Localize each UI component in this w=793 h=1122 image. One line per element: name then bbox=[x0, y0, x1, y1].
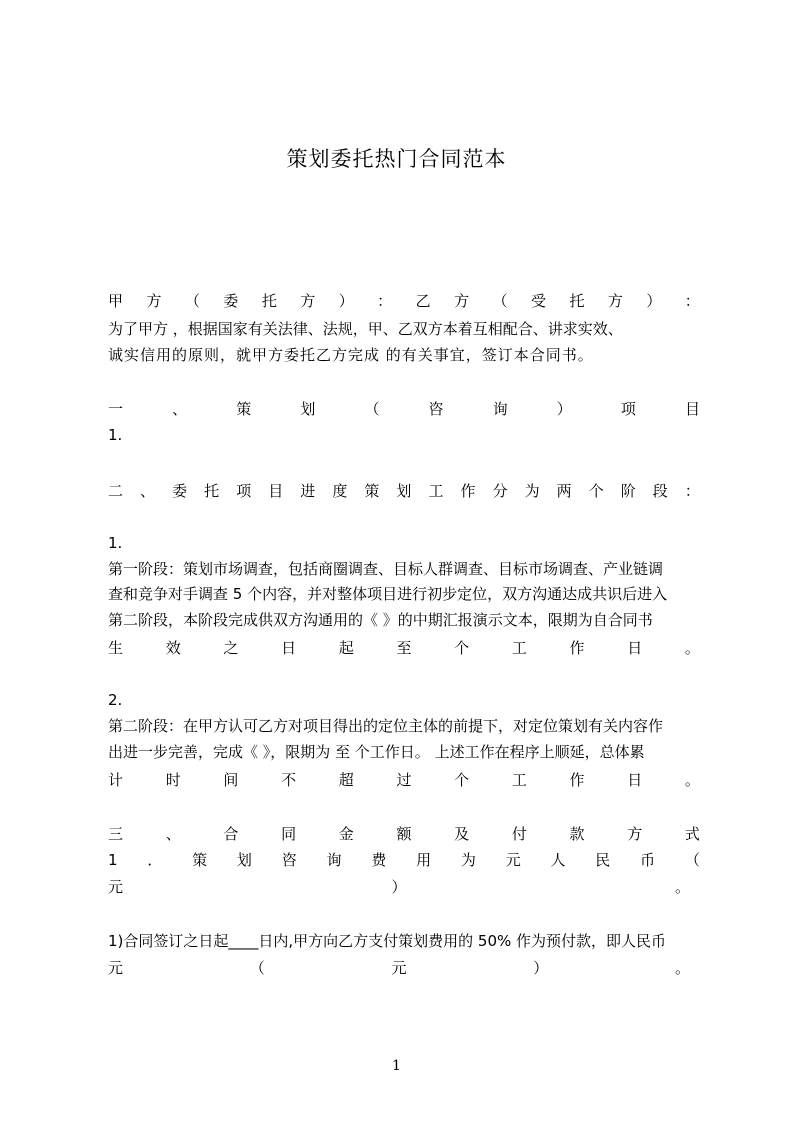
text-glyph: 方 bbox=[146, 292, 162, 310]
text-glyph: 为 bbox=[524, 482, 540, 500]
text-glyph: 时 bbox=[165, 771, 181, 789]
text-glyph: 一 bbox=[108, 400, 124, 418]
text-glyph: 度 bbox=[332, 482, 348, 500]
text-glyph: 间 bbox=[223, 771, 239, 789]
text-glyph: ． bbox=[147, 851, 163, 869]
text-glyph: 用 bbox=[416, 851, 432, 869]
text-glyph: 付 bbox=[511, 825, 527, 843]
text-glyph: 方 bbox=[627, 825, 643, 843]
text-glyph: 受 bbox=[530, 292, 546, 310]
text-glyph: （ bbox=[492, 292, 508, 310]
text-glyph: 、 bbox=[165, 825, 181, 843]
text-glyph: 日 bbox=[281, 639, 297, 657]
section-3-line-1 bbox=[108, 850, 700, 870]
stage-1-line-2: 查和竞争对手调查 5 个内容，并对整体项目进行初步定位，双方沟通达成共识后进入 bbox=[108, 585, 668, 603]
text-glyph: 日 bbox=[627, 771, 643, 789]
text-glyph: 元 bbox=[391, 959, 407, 977]
text-glyph: 项 bbox=[236, 482, 252, 500]
text-glyph: 币 bbox=[640, 851, 656, 869]
text-glyph: 民 bbox=[595, 851, 611, 869]
text-glyph: 划 bbox=[300, 400, 316, 418]
stage-1-line-3: 第二阶段，本阶段完成供双方沟通用的《 》的中期汇报演示文本，限期为自合同书 bbox=[108, 611, 653, 629]
payment-line-1: 1)合同签订之日起____日内,甲方向乙方支付策划费用的 50% 作为预付款，即人民币 bbox=[108, 932, 667, 950]
text-glyph: 同 bbox=[281, 825, 297, 843]
text-glyph: 生 bbox=[108, 639, 124, 657]
text-glyph: 金 bbox=[338, 825, 354, 843]
text-glyph: 方 bbox=[607, 292, 623, 310]
text-glyph: 策 bbox=[192, 851, 208, 869]
stage-1-line-1: 第一阶段：策划市场调查，包括商圈调查、目标人群调查、目标市场调查、产业链调 bbox=[108, 560, 664, 578]
text-glyph: （ bbox=[249, 959, 265, 977]
text-glyph: 款 bbox=[569, 825, 585, 843]
text-glyph: 方 bbox=[300, 292, 316, 310]
text-glyph: 托 bbox=[569, 292, 585, 310]
text-glyph: 、 bbox=[140, 482, 156, 500]
text-glyph: ） bbox=[646, 292, 662, 310]
intro-line-2: 诚实信用的原则，就甲方委托乙方完成 的有关事宜，签订本合同书。 bbox=[108, 346, 594, 364]
text-glyph: 划 bbox=[236, 851, 252, 869]
text-glyph: 为 bbox=[460, 851, 476, 869]
text-glyph: 进 bbox=[300, 482, 316, 500]
text-glyph: 效 bbox=[165, 639, 181, 657]
text-glyph: 。 bbox=[674, 878, 690, 896]
text-glyph: （ bbox=[684, 851, 700, 869]
text-glyph: 托 bbox=[261, 292, 277, 310]
text-glyph: 策 bbox=[236, 400, 252, 418]
text-glyph: ： bbox=[377, 292, 393, 310]
text-glyph: 托 bbox=[204, 482, 220, 500]
text-glyph: 询 bbox=[326, 851, 342, 869]
text-glyph: 个 bbox=[588, 482, 604, 500]
text-glyph: 两 bbox=[556, 482, 572, 500]
text-glyph: 工 bbox=[428, 482, 444, 500]
intro-line-1: 为了甲方 ，根据国家有关法律、法规，甲、乙双方本着互相配合、讲求实效、 bbox=[108, 320, 623, 338]
text-glyph: ） bbox=[391, 878, 407, 896]
stage-2-line-1: 第二阶段：在甲方认可乙方对项目得出的定位主体的前提下，对定位策划有关内容作 bbox=[108, 717, 664, 735]
stage-2-number: 2. bbox=[108, 691, 123, 709]
text-glyph: 方 bbox=[454, 292, 470, 310]
section-3-line-2 bbox=[108, 877, 700, 897]
text-glyph: 乙 bbox=[415, 292, 431, 310]
text-glyph: 。 bbox=[674, 959, 690, 977]
text-glyph: 分 bbox=[492, 482, 508, 500]
text-glyph: 三 bbox=[108, 825, 124, 843]
text-glyph: 目 bbox=[268, 482, 284, 500]
text-glyph: 咨 bbox=[428, 400, 444, 418]
text-glyph: 段 bbox=[652, 482, 668, 500]
text-glyph: ） bbox=[338, 292, 354, 310]
section-2-heading bbox=[108, 481, 700, 501]
stage-1-line-4 bbox=[108, 638, 700, 658]
text-glyph: 之 bbox=[223, 639, 239, 657]
text-glyph: 元 bbox=[505, 851, 521, 869]
text-glyph: 不 bbox=[281, 771, 297, 789]
text-glyph: 委 bbox=[223, 292, 239, 310]
text-glyph: 1 bbox=[108, 851, 118, 869]
text-glyph: 甲 bbox=[108, 292, 124, 310]
text-glyph: 作 bbox=[569, 639, 585, 657]
text-glyph: 咨 bbox=[281, 851, 297, 869]
payment-line-2 bbox=[108, 958, 700, 978]
text-glyph: 式 bbox=[684, 825, 700, 843]
text-glyph: 计 bbox=[108, 771, 124, 789]
text-glyph: 及 bbox=[454, 825, 470, 843]
text-glyph: 询 bbox=[492, 400, 508, 418]
text-glyph: （ bbox=[364, 400, 380, 418]
text-glyph: 阶 bbox=[620, 482, 636, 500]
text-glyph: 。 bbox=[684, 771, 700, 789]
page-number: 1 bbox=[392, 1058, 401, 1074]
section-1-item: 1. bbox=[108, 426, 123, 444]
text-glyph: 起 bbox=[338, 639, 354, 657]
text-glyph: 划 bbox=[396, 482, 412, 500]
stage-2-line-2: 出进一步完善，完成《 》，限期为 至 个工作日。 上述工作在程序上顺延，总体累 bbox=[108, 743, 645, 761]
text-glyph: 二 bbox=[108, 482, 124, 500]
text-glyph: 。 bbox=[684, 639, 700, 657]
document-title: 策划委托热门合同范本 bbox=[286, 147, 507, 171]
text-glyph: 委 bbox=[172, 482, 188, 500]
text-glyph: ： bbox=[684, 482, 700, 500]
text-glyph: 工 bbox=[511, 639, 527, 657]
text-glyph: 作 bbox=[569, 771, 585, 789]
parties-line bbox=[108, 291, 700, 311]
text-glyph: 过 bbox=[396, 771, 412, 789]
text-glyph: 额 bbox=[396, 825, 412, 843]
text-glyph: 项 bbox=[620, 400, 636, 418]
text-glyph: 工 bbox=[511, 771, 527, 789]
text-glyph: 人 bbox=[550, 851, 566, 869]
stage-1-number: 1. bbox=[108, 534, 123, 552]
text-glyph: 费 bbox=[371, 851, 387, 869]
text-glyph: 目 bbox=[684, 400, 700, 418]
text-glyph: 元 bbox=[108, 878, 124, 896]
text-glyph: 至 bbox=[396, 639, 412, 657]
text-glyph: 日 bbox=[627, 639, 643, 657]
text-glyph: 作 bbox=[460, 482, 476, 500]
text-glyph: （ bbox=[184, 292, 200, 310]
text-glyph: 个 bbox=[454, 639, 470, 657]
stage-2-line-3 bbox=[108, 770, 700, 790]
text-glyph: ） bbox=[533, 959, 549, 977]
text-glyph: 超 bbox=[338, 771, 354, 789]
text-glyph: ： bbox=[684, 292, 700, 310]
text-glyph: 策 bbox=[364, 482, 380, 500]
text-glyph: ） bbox=[556, 400, 572, 418]
text-glyph: 、 bbox=[172, 400, 188, 418]
text-glyph: 元 bbox=[108, 959, 124, 977]
text-glyph: 个 bbox=[454, 771, 470, 789]
section-3-heading bbox=[108, 824, 700, 844]
section-1-heading bbox=[108, 399, 700, 419]
text-glyph: 合 bbox=[223, 825, 239, 843]
